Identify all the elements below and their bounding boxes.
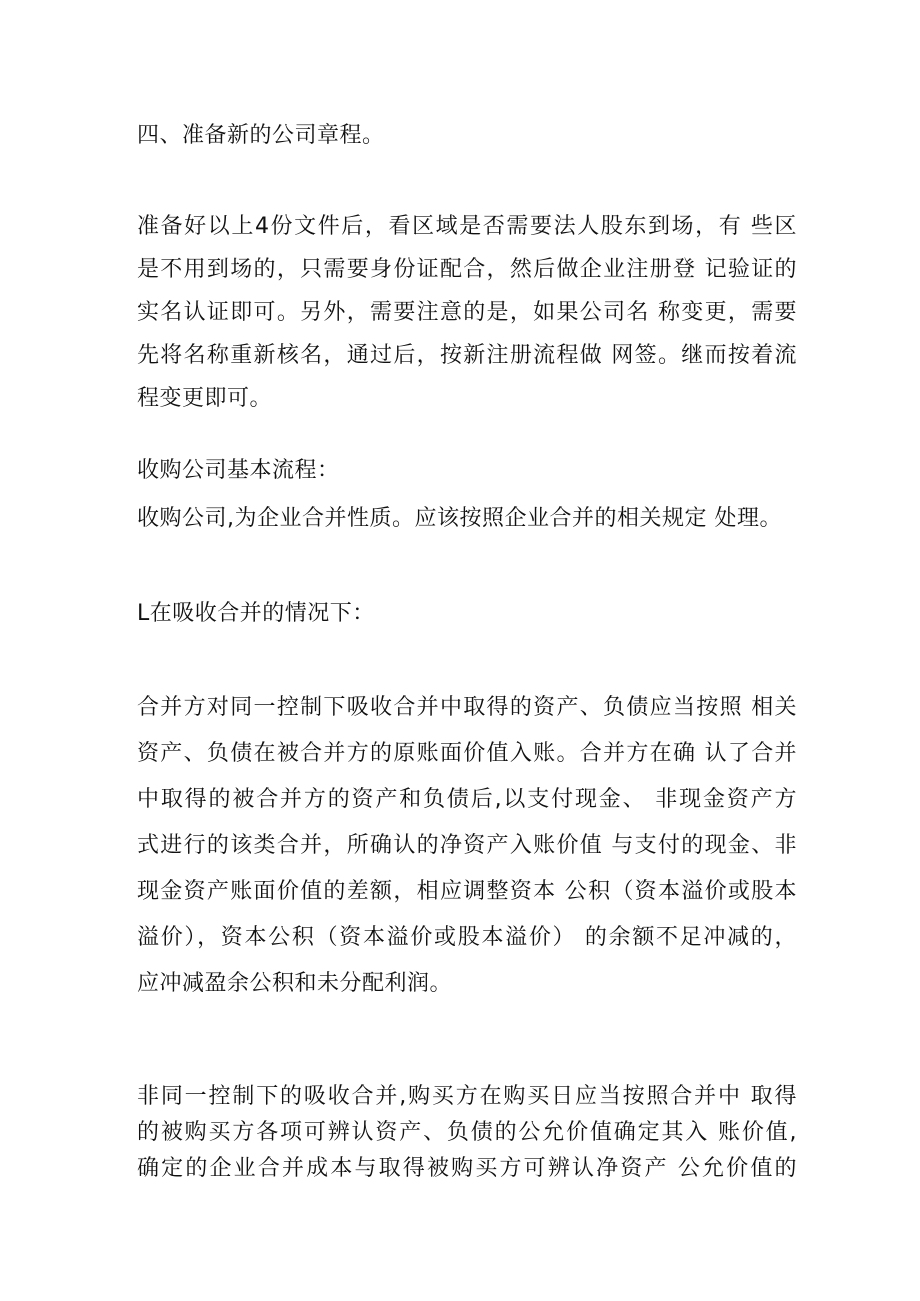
process-intro: 收购公司,为企业合并性质。应该按照企业合并的相关规定 处理。 (137, 506, 782, 531)
paragraph-line: 程变更即可。 (137, 386, 273, 411)
paragraph-line: 是不用到场的，只需要身份证配合，然后做企业注册登 记验证的 (137, 257, 797, 282)
paragraph-line: 实名认证即可。另外，需要注意的是，如果公司名 称变更，需要 (137, 300, 797, 325)
paragraph-line: 溢价），资本公积（资本溢价或股本溢价） 的余额不足冲减的， (137, 925, 797, 950)
process-title: 收购公司基本流程： (137, 458, 340, 483)
paragraph-line: 式进行的该类合并，所确认的净资产入账价值 与支付的现金、非 (137, 833, 797, 858)
paragraph-line: 先将名称重新核名，通过后，按新注册流程做 网签。继而按着流 (137, 343, 797, 368)
paragraph-line: 现金资产账面价值的差额，相应调整资本 公积（资本溢价或股本 (137, 879, 797, 904)
paragraph-line: 准备好以上4份文件后，看区域是否需要法人股东到场，有 些区 (137, 214, 797, 239)
paragraph-line: 应冲减盈余公积和未分配利润。 (137, 971, 453, 996)
paragraph-line: 确定的企业合并成本与取得被购买方可辨认净资产 公允价值的 (137, 1156, 797, 1181)
paragraph-line: 合并方对同一控制下吸收合并中取得的资产、负债应当按照 相关 (137, 695, 797, 720)
section-heading: 四、准备新的公司章程。 (137, 123, 385, 148)
case-heading: L在吸收合并的情况下： (137, 601, 375, 626)
paragraph-line: 的被购买方各项可辨认资产、负债的公允价值确定其入 账价值, (137, 1120, 797, 1145)
paragraph-line: 中取得的被合并方的资产和负债后,以支付现金、 非现金资产方 (137, 787, 797, 812)
paragraph-line: 资产、负债在被合并方的原账面价值入账。合并方在确 认了合并 (137, 741, 797, 766)
paragraph-line: 非同一控制下的吸收合并,购买方在购买日应当按照合并中 取得 (137, 1084, 797, 1109)
